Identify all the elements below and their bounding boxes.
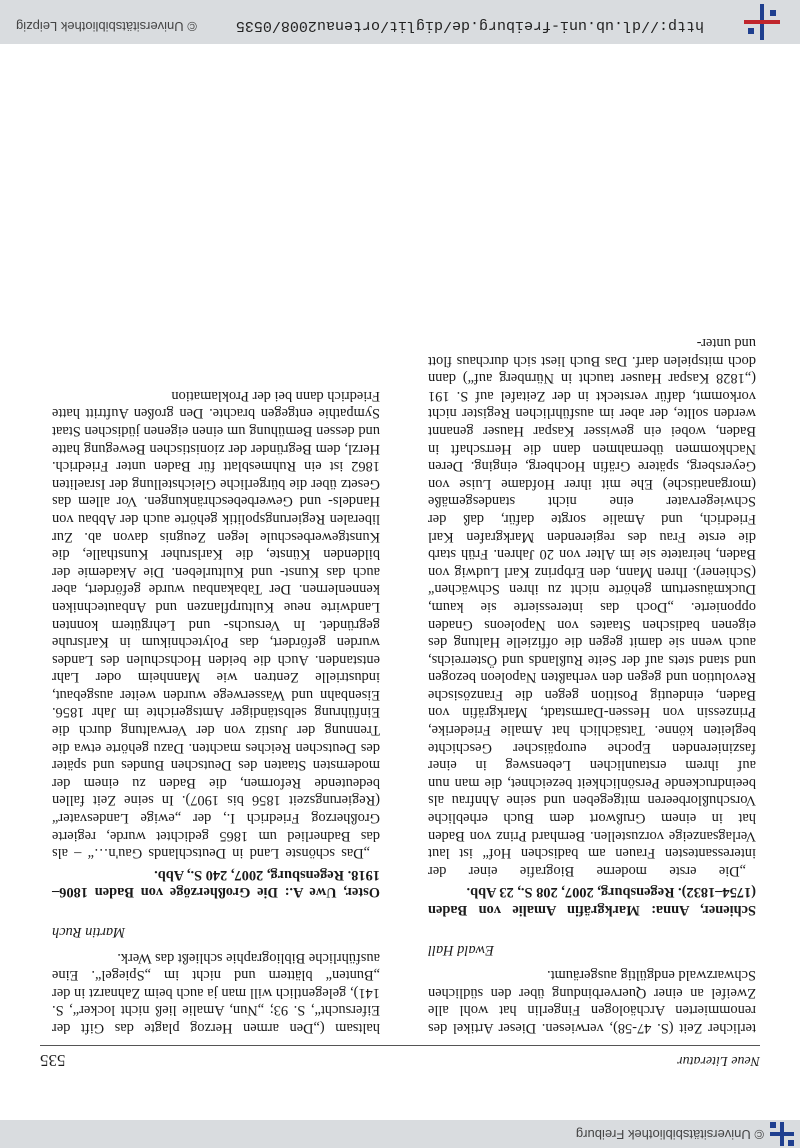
running-head-title: Neue Literatur xyxy=(677,1053,760,1068)
running-head xyxy=(40,1045,760,1070)
intro-paragraph: terlicher Zeit (S. 47-58), verwiesen. Dieser Artikel des renommierten Archäologen Fingerlin hat wohl alle Zweifel an einer Querverbindung über den südlichen Schwarzwald endgültig ausgeräumt. xyxy=(428,967,756,1036)
continuation-paragraph: haltsam („Den armen Herzog plagte das Gift der Eifersucht“, S. 93; „Nun, Amalie ließ nicht locker“, S. 141), gelegentlich will man ja auch beim Zahnarzt in der „Bunten“ blättern und nicht im „Spiegel“. Eine ausführliche Bibliographie schließt das Werk. xyxy=(52,949,380,1036)
page-number: 535 xyxy=(40,1051,66,1070)
continuation-signature: Martin Ruch xyxy=(52,924,126,941)
right-column xyxy=(52,386,380,1036)
document-url-link[interactable]: http://dl.ub.uni-freiburg.de/diglit/ortenau2008/0535 xyxy=(235,17,704,34)
review-text-schiener: „Die erste moderne Biografie einer der interessantesten Frauen am badischen Hof“ ist laut Verlagsanzeige vorzustellen. Bernhard Prinz von Baden hat in einem Grußwort dem Buch erhebliche Vorschußlorbeeren mitgegeben und seine Ahnfrau als beeindruckende Persönlichkeit bezeichnet, die man nun auf ihrem erstaunlichen Lebensweg in einer faszinierenden Epoche europäischer Geschichte begleiten könne. Tatsächlich hat Amalie Friederike, Prinzessin von Hessen-Darmstadt, Markgräfin von Baden, eindeutig Position gegen die Französische Revolution und gegen den verhaßten Napoleon bezogen und stand stets auf der Seite Rußlands und Österreichs, auch wenn sie damit gegen die offizielle Haltung des eigenen badischen Staates von Napoleons Gnaden opponierte. „Doch das interessierte sie kaum, Duckmäusertum gehörte nicht zu ihren Schwächen“ (Schiener). Ihren Mann, den Erbprinz Karl Ludwig von Baden, heiratete sie im Alter von 20 Jahren. Früh starb die erste Frau des regierenden Markgrafen Karl Friedrich, und Amalie sorgte dafür, daß der Schwiegervater eine nicht standesgemäße (morganatische) Ehe mit ihrer Hofdame Luise von Geyersberg, spätere Gräfin Hochberg, einging. Deren Nachkommen übernahmen dann die Herrschaft in Baden, wobei ein gewisser Kaspar Hauser genannt werden sollte, der aber im ausführlichen Register nicht vorkommt, dafür versteckt in der Zeitafel auf S. 191 („1828 Kaspar Hauser taucht in Nürnberg auf“) dann doch mitspielen darf. Das Buch liest sich durchaus flott und unter- xyxy=(428,335,756,879)
header-library-credit: © Universitätsbibliothek Freiburg xyxy=(575,1127,764,1142)
intro-signature: Ewald Hall xyxy=(428,941,494,958)
review-heading-schiener: Schiener, Anna: Markgräfin Amalie von Baden (1754–1832). Regensburg, 2007, 208 S., 23 Abb. xyxy=(428,884,756,919)
viewer-footer-bar xyxy=(0,0,800,44)
viewer-header-bar xyxy=(0,1120,800,1148)
left-column xyxy=(428,333,756,1036)
ub-leipzig-logo-icon xyxy=(744,4,780,40)
ub-freiburg-logo-icon xyxy=(770,1122,794,1146)
footer-library-credit: © Universitätsbibliothek Leipzig xyxy=(16,19,197,34)
review-text-oster: „Das schönste Land in Deutschlands Gau'n…“ – als das Badnerlied um 1865 gedichtet wurde, regierte Großherzog Friedrich I., der „ewige Landesvater“ (Regierungszeit 1856 bis 1907). In seine Zeit fallen bedeutende Reformen, die Baden zu einem der modernsten Staaten des Deutschen Bundes und später des Deutschen Reiches machten. Dazu gehörte etwa die Trennung der Justiz von der Verwaltung durch die Einführung selbständiger Amtsgerichte im Jahr 1856. Eisenbahn und Wasserwege wurden weiter ausgebaut, industrielle Zentren wie Mannheim oder Lahr entstanden. Auch die beiden Hochschulen des Landes wurden gefördert, das Polytechnikum in Karlsruhe gegründet. In Versuchs- und Lehrgütern konnten Landwirte neue Kulturpflanzen und Anbautechniken kennenlernen. Der Tabakanbau wurde gefördert, aber auch das Kunst- und Kulturleben. Die Akademie der bildenden Künste, die Karlsruher Kunsthalle, die Kunstgewerbeschule legen Zeugnis davon ab. Zur liberalen Regierungspolitik gehörte auch der Abbau von Handels- und Gewerbebeschränkungen. Vor allem das Gesetz über die bürgerliche Gleichstellung der Israeliten 1862 ist ein Ruhmesblatt für Baden unter Friedrich. Herzl, dem Begründer der zionistischen Bewegung hatte und dessen Bemühung um einen eigenen jüdischen Staat Sympathie entgegen brachte. Den großen Auftritt hatte Friedrich dann bei der Proklamation xyxy=(52,387,380,862)
review-heading-oster: Oster, Uwe A.: Die Großherzöge von Baden 1806–1918. Regensburg, 2007, 240 S., Abb. xyxy=(52,866,380,901)
